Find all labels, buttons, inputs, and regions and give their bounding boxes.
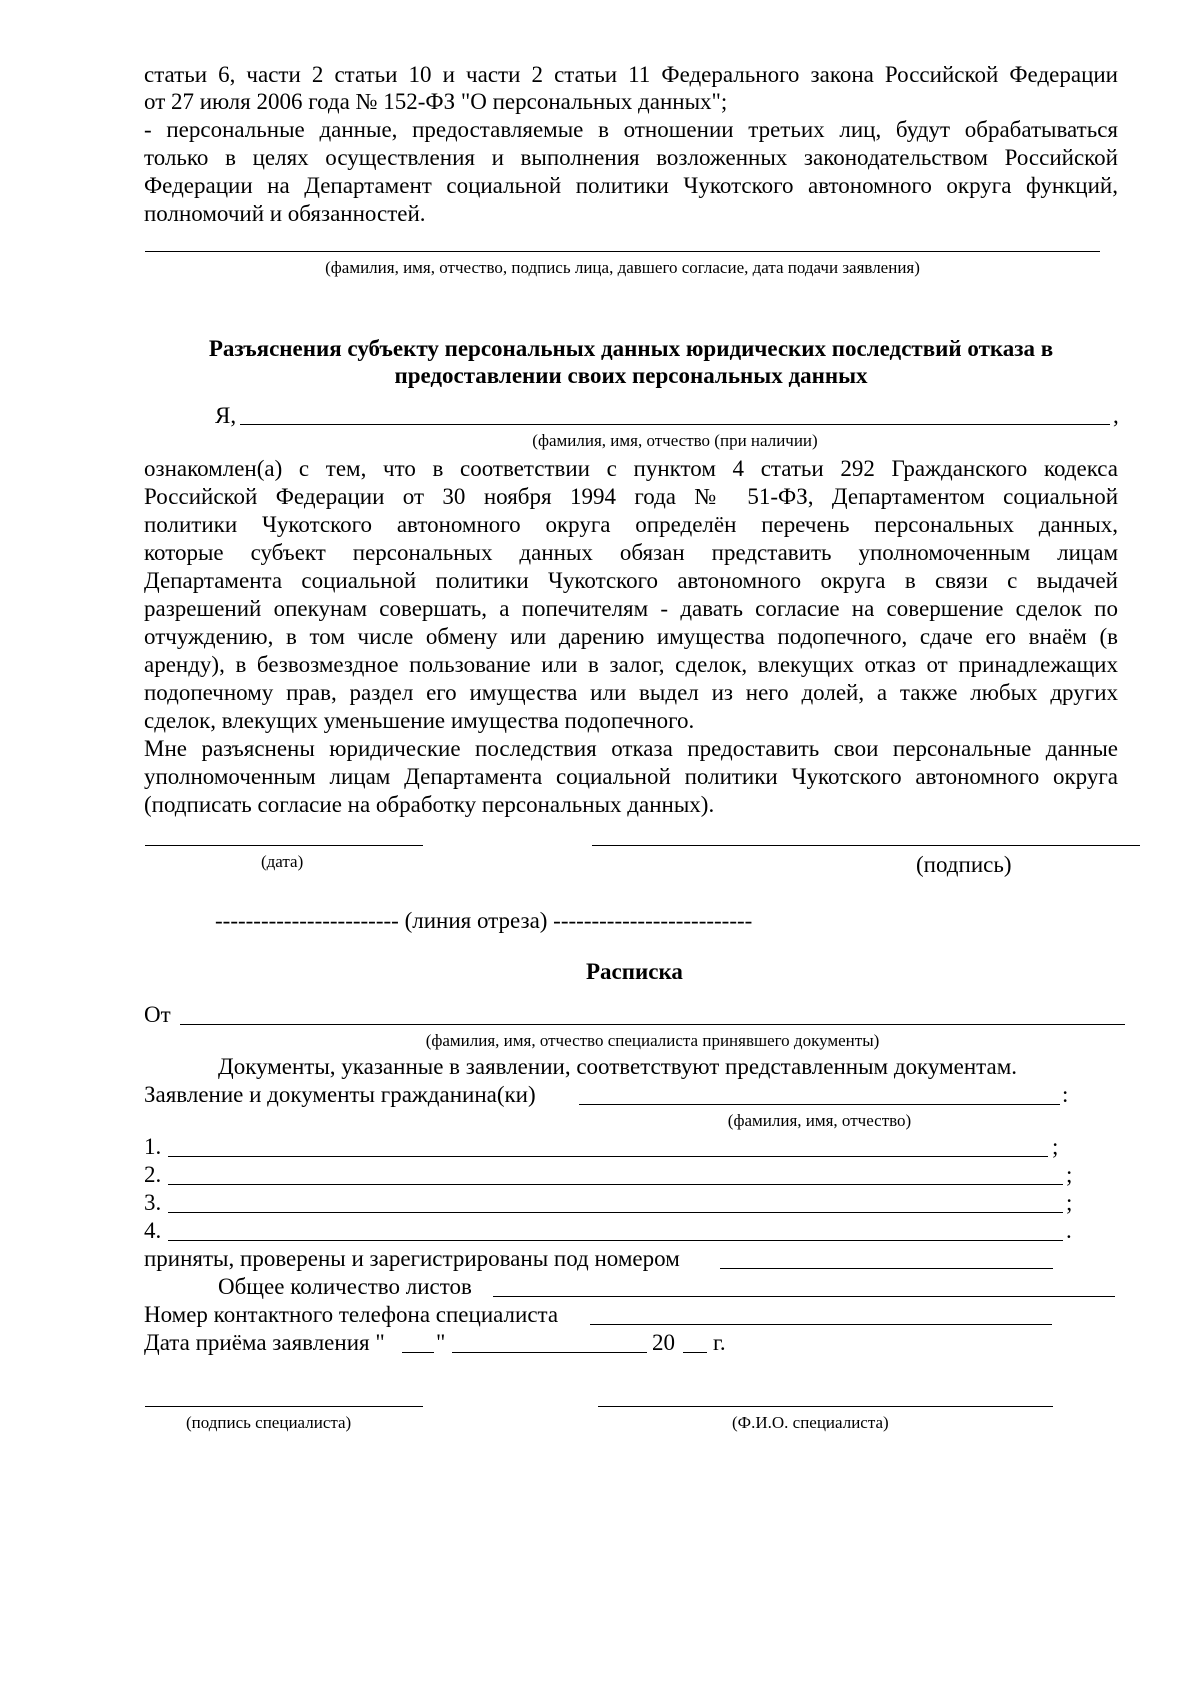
item-3-number: 3.	[144, 1190, 162, 1215]
explanation-title-line-2: предоставлении своих персональных данных	[394, 363, 868, 388]
explanation-body-line-3: политики Чукотского автономного округа определён перечень персональных данных,	[144, 512, 1118, 537]
subject-name-caption: (фамилия, имя, отчество (при наличии)	[532, 431, 818, 450]
ack-date-line[interactable]	[145, 845, 423, 846]
date-day-line[interactable]	[402, 1352, 434, 1353]
consent-line-4: только в целях осуществления и выполнения возложенных законодательством Российской	[144, 145, 1118, 170]
ack-line-3: (подписать согласие на обработку персональных данных).	[144, 792, 715, 817]
i-comma: ,	[1113, 403, 1119, 428]
explanation-body-line-10: сделок, влекущих уменьшение имущества подопечного.	[144, 708, 695, 733]
consent-signature-caption: (фамилия, имя, отчество, подпись лица, давшего согласие, дата подачи заявления)	[325, 258, 920, 277]
registration-number-line[interactable]	[720, 1268, 1053, 1269]
consent-line-5: Федерации на Департамент социальной политики Чукотского автономного округа функций,	[144, 173, 1118, 198]
total-sheets-line[interactable]	[493, 1296, 1115, 1297]
item-4-line[interactable]	[168, 1240, 1063, 1241]
explanation-body-line-7: отчуждению, в том числе обмену или дарению имущества подопечного, сдаче его внаём (в	[144, 624, 1118, 649]
explanation-body-line-6: разрешений опекунам совершать, а попечителям - давать согласие на совершение сделок по	[144, 596, 1118, 621]
item-4-number: 4.	[144, 1218, 162, 1243]
total-sheets-label: Общее количество листов	[218, 1274, 472, 1299]
date-month-line[interactable]	[452, 1352, 647, 1353]
consent-line-1: статьи 6, части 2 статьи 10 и части 2 статьи 11 Федерального закона Российской Федерации	[144, 62, 1118, 87]
item-2-line[interactable]	[168, 1184, 1063, 1185]
item-3-line[interactable]	[168, 1212, 1063, 1213]
subject-name-line[interactable]	[240, 424, 1110, 425]
citizen-name-line[interactable]	[579, 1104, 1060, 1105]
phone-line[interactable]	[590, 1324, 1052, 1325]
consent-signature-line[interactable]	[145, 251, 1100, 252]
phone-label: Номер контактного телефона специалиста	[144, 1302, 559, 1327]
i-label: Я,	[215, 403, 237, 428]
ack-line-1: Мне разъяснены юридические последствия отказа предоставить свои персональные данные	[144, 736, 1118, 761]
from-label: От	[144, 1002, 171, 1027]
item-1-number: 1.	[144, 1134, 162, 1159]
year-prefix: 20	[652, 1330, 675, 1355]
explanation-body-line-4: которые субъект персональных данных обязан представить уполномоченным лицам	[144, 540, 1118, 565]
explanation-body-line-9: подопечному прав, раздел его имущества или выдел из него долей, а также любых других	[144, 680, 1118, 705]
specialist-name-caption: (фамилия, имя, отчество специалиста принявшего документы)	[425, 1031, 880, 1050]
citizen-name-caption: (фамилия, имя, отчество)	[727, 1111, 912, 1130]
specialist-name-line[interactable]	[180, 1024, 1125, 1025]
receipt-title: Расписка	[586, 959, 683, 984]
date-quote-close: "	[436, 1330, 446, 1355]
year-suffix: г.	[713, 1330, 726, 1355]
documents-match-text: Документы, указанные в заявлении, соответствуют представленным документам.	[218, 1054, 1018, 1079]
consent-line-2: от 27 июля 2006 года № 152-ФЗ "О персональных данных";	[144, 89, 728, 114]
date-year-line[interactable]	[683, 1352, 707, 1353]
specialist-fio-caption: (Ф.И.О. специалиста)	[732, 1413, 889, 1432]
item-3-end: ;	[1066, 1190, 1073, 1215]
item-4-end: .	[1066, 1218, 1072, 1243]
ack-signature-caption: (подпись)	[916, 852, 1012, 877]
specialist-signature-caption: (подпись специалиста)	[186, 1413, 352, 1432]
registered-label: приняты, проверены и зарегистрированы под номером	[144, 1246, 680, 1271]
explanation-title-line-1: Разъяснения субъекту персональных данных юридических последствий отказа в	[208, 336, 1054, 361]
cut-line: ------------------------ (линия отреза) --------------------------	[215, 908, 753, 933]
explanation-body-line-8: аренду), в безвозмездное пользование или в залог, сделок, влекущих отказ от принадлежащих	[144, 652, 1118, 677]
consent-line-6: полномочий и обязанностей.	[144, 201, 426, 226]
date-label: Дата приёма заявления "	[144, 1330, 385, 1355]
explanation-body-line-1: ознакомлен(а) с тем, что в соответствии с пунктом 4 статьи 292 Гражданского кодекса	[144, 456, 1118, 481]
citizen-docs-label: Заявление и документы гражданина(ки)	[144, 1082, 536, 1107]
item-2-number: 2.	[144, 1162, 162, 1187]
consent-line-3: - персональные данные, предоставляемые в отношении третьих лиц, будут обрабатываться	[144, 117, 1118, 142]
item-1-line[interactable]	[168, 1156, 1048, 1157]
ack-signature-line[interactable]	[592, 845, 1140, 846]
ack-date-caption: (дата)	[261, 852, 304, 871]
explanation-body-line-2: Российской Федерации от 30 ноября 1994 года № 51-ФЗ, Департаментом социальной	[144, 484, 1118, 509]
ack-line-2: уполномоченным лицам Департамента социальной политики Чукотского автономного округа	[144, 764, 1118, 789]
specialist-signature-line[interactable]	[145, 1406, 423, 1407]
specialist-fio-line[interactable]	[598, 1406, 1053, 1407]
item-1-end: ;	[1052, 1134, 1059, 1159]
explanation-body-line-5: Департамента социальной политики Чукотского автономного округа в связи с выдачей	[144, 568, 1118, 593]
citizen-docs-colon: :	[1062, 1082, 1069, 1107]
item-2-end: ;	[1066, 1162, 1073, 1187]
